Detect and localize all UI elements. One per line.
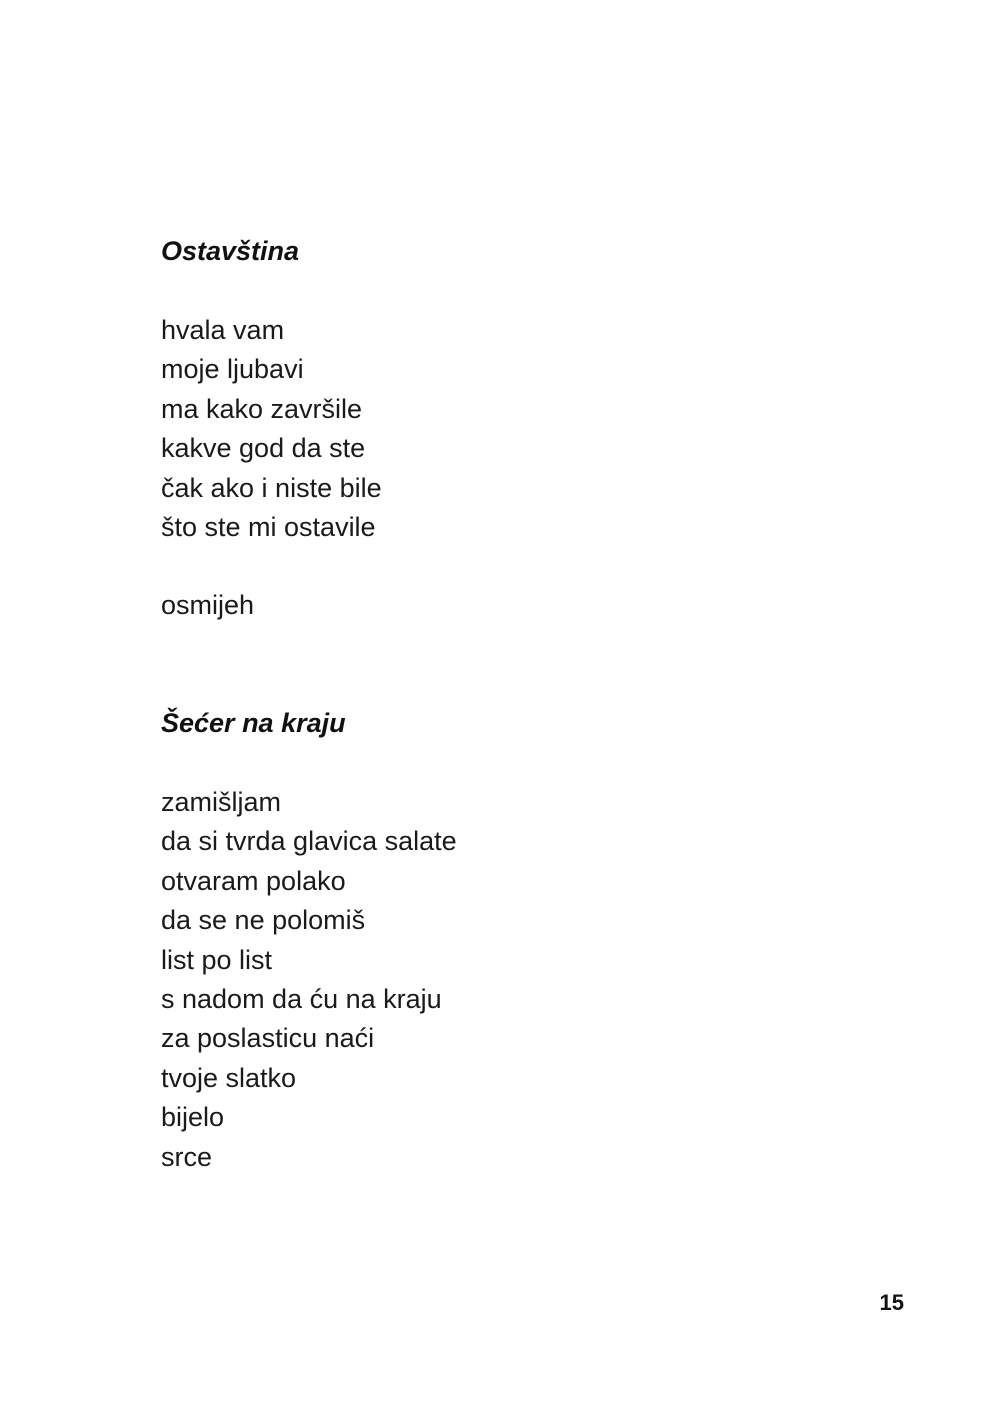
poem-line: da si tvrda glavica salate [161, 826, 457, 857]
poem-line: srce [161, 1141, 213, 1172]
poem-line: list po list [161, 944, 273, 975]
page-number: 15 [879, 1290, 904, 1315]
poem-line: s nadom da ću na kraju [161, 984, 442, 1015]
poem-stanza [161, 311, 801, 547]
poem-line: tvoje slatko [161, 1062, 297, 1093]
poem-line: osmijeh [161, 590, 255, 621]
poem-line: ma kako završile [161, 393, 363, 424]
poem-line: otvaram polako [161, 865, 346, 896]
poem-secer-na-kraju [161, 704, 801, 1216]
poem-stanza [161, 783, 801, 1177]
poem-title: Šećer na kraju [161, 708, 346, 738]
poem-stanza [161, 586, 801, 625]
poem-line: čak ako i niste bile [161, 472, 382, 503]
poem-ostavstina [161, 232, 801, 665]
poem-line: za poslasticu naći [161, 1023, 375, 1054]
poem-line: kakve god da ste [161, 433, 366, 464]
poem-line: hvala vam [161, 315, 285, 345]
poem-line: moje ljubavi [161, 354, 304, 385]
poem-line: zamišljam [161, 787, 282, 817]
poem-line: da se ne polomiš [161, 905, 366, 936]
poem-line: bijelo [161, 1102, 225, 1133]
poem-line: što ste mi ostavile [161, 512, 376, 543]
poem-title: Ostavština [161, 236, 300, 266]
